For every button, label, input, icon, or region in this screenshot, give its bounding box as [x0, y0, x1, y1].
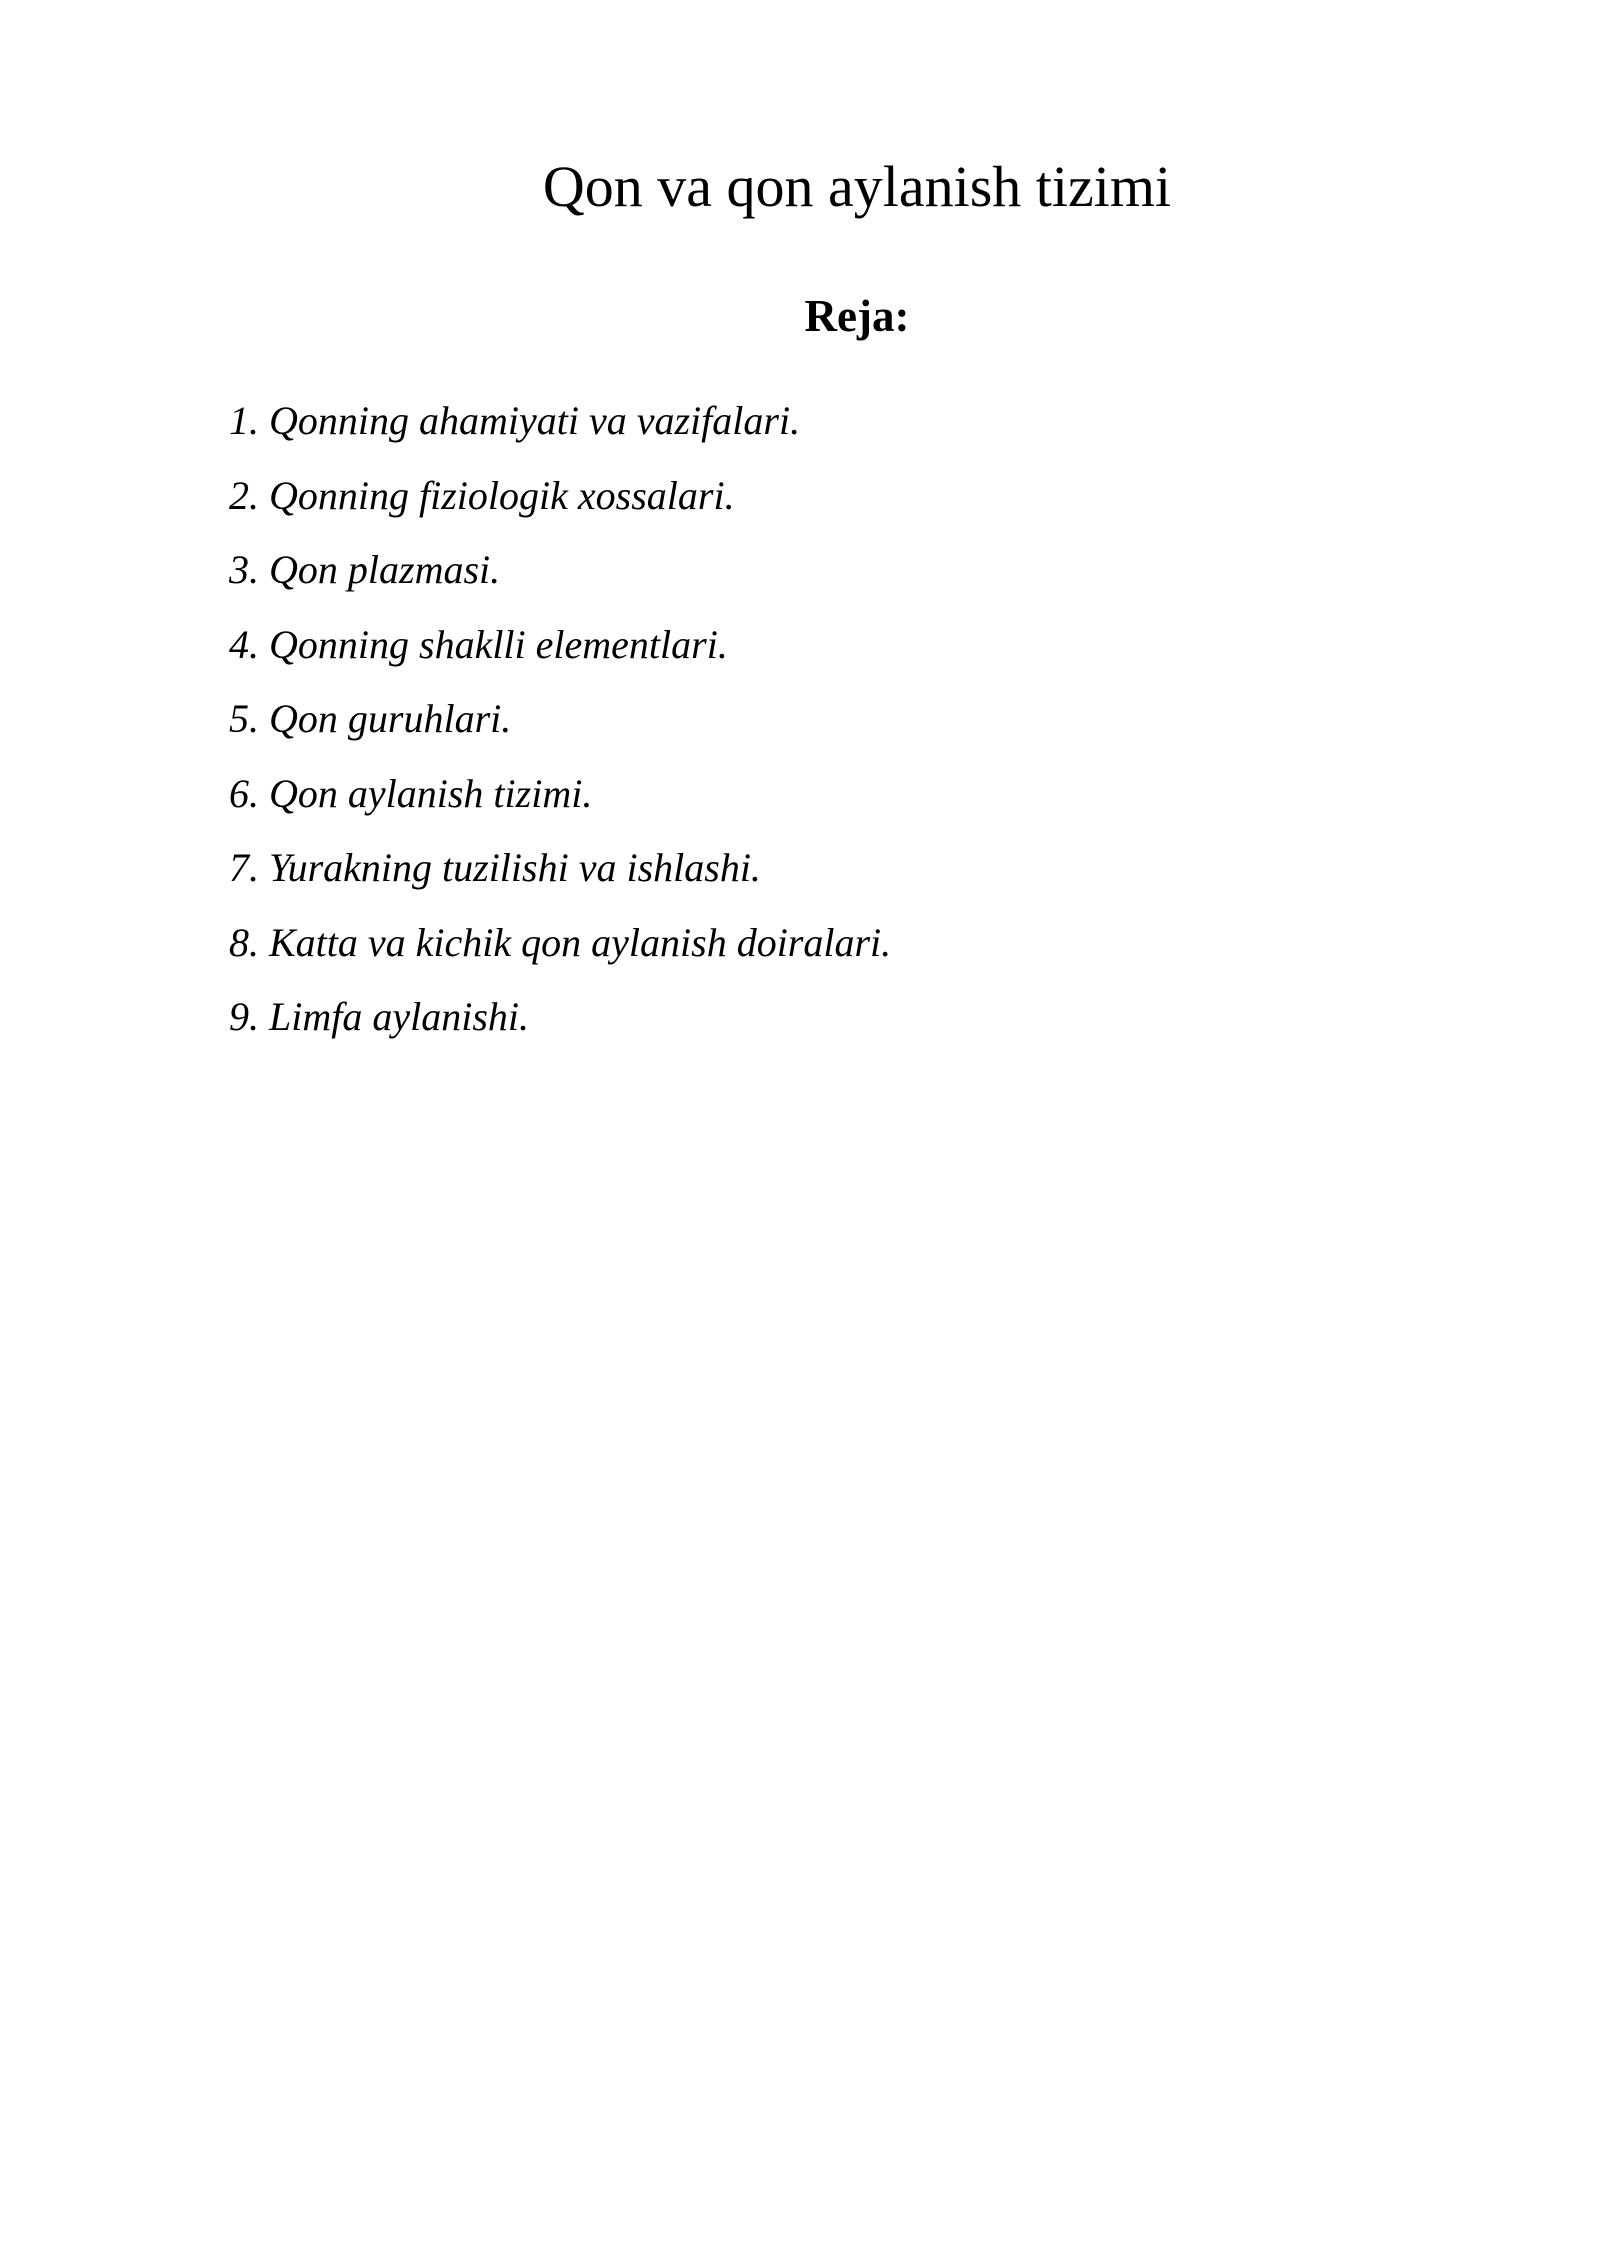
plan-item-text: Qonning shaklli elementlari. [269, 621, 728, 667]
plan-item-9 [229, 992, 891, 1042]
plan-heading: Reja: [804, 291, 910, 341]
plan-item-number: 5. [229, 696, 259, 741]
plan-item-text: Qonning ahamiyati va vazifalari. [269, 398, 801, 443]
plan-item-text: Katta va kichik qon aylanish doiralari. [269, 919, 892, 965]
plan-item-number: 2. [229, 472, 259, 518]
plan-item-4 [229, 620, 891, 670]
plan-item-number: 6. [229, 770, 259, 816]
plan-item-8 [229, 918, 891, 968]
plan-list [229, 396, 891, 1067]
plan-item-text: Qon guruhlari. [269, 696, 512, 741]
plan-item-3 [229, 545, 891, 595]
page-title: Qon va qon aylanish tizimi [542, 154, 1172, 219]
plan-item-text: Limfa aylanishi. [269, 994, 530, 1039]
plan-item-2 [229, 471, 891, 521]
plan-item-text: Qon plazmasi. [269, 547, 501, 592]
plan-item-7 [229, 843, 891, 893]
plan-item-text: Qon aylanish tizimi. [269, 770, 593, 816]
plan-item-number: 7. [229, 845, 259, 890]
plan-item-number: 3. [229, 547, 259, 592]
plan-item-1 [229, 396, 891, 446]
plan-item-text: Qonning fiziologik xossalari. [269, 472, 735, 518]
plan-item-6 [229, 769, 891, 819]
plan-item-number: 8. [229, 919, 259, 965]
plan-item-text: Yurakning tuzilishi va ishlashi. [269, 845, 761, 890]
plan-item-number: 4. [229, 621, 259, 667]
plan-item-number: 1. [229, 398, 259, 443]
plan-item-number: 9. [229, 994, 259, 1039]
plan-item-5 [229, 694, 891, 744]
